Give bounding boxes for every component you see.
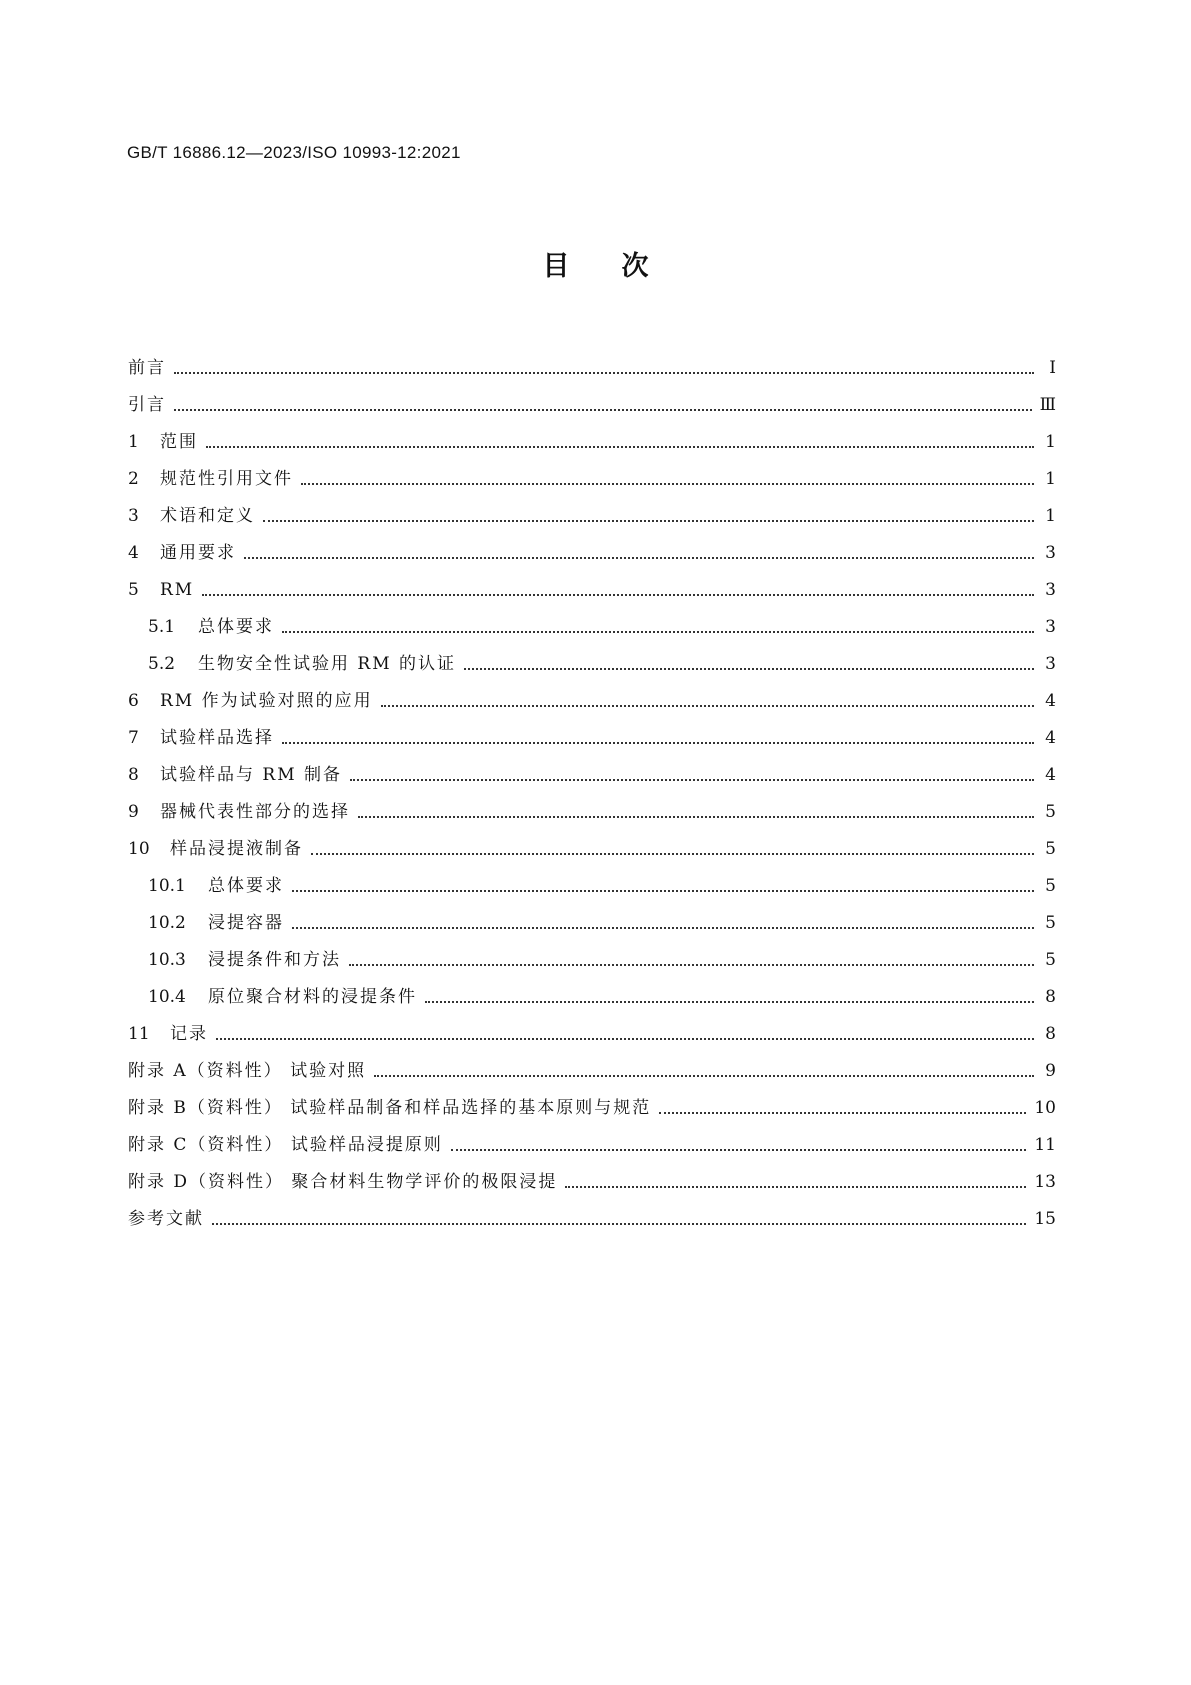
toc-entry-label: 浸提容器	[208, 913, 284, 933]
toc-entry-page: 5	[1045, 839, 1056, 859]
toc-entry-label: RM 作为试验对照的应用	[160, 691, 373, 711]
toc-entry[interactable]	[128, 416, 1056, 453]
leader-dots	[464, 668, 1034, 670]
toc-entry-page: 5	[1045, 802, 1056, 822]
toc-entry-number: 6	[128, 691, 139, 711]
toc-entry-label: 记录	[170, 1024, 208, 1044]
toc-entry[interactable]	[128, 749, 1056, 786]
toc-entry-page: 8	[1045, 1024, 1056, 1044]
toc-entry-number: 5	[128, 580, 139, 600]
leader-dots	[301, 483, 1034, 485]
toc-entry[interactable]	[128, 1045, 1056, 1082]
leader-dots	[381, 705, 1034, 707]
toc-entry-number: 3	[128, 506, 139, 526]
leader-dots	[350, 779, 1034, 781]
toc-entry-label: 术语和定义	[160, 506, 255, 526]
toc-entry-page: 5	[1045, 950, 1056, 970]
toc-entry-label: 附录 B（资料性） 试验样品制备和样品选择的基本原则与规范	[128, 1098, 652, 1118]
toc-entry-page: 5	[1045, 913, 1056, 933]
toc-entry-page: 3	[1045, 654, 1056, 674]
toc-entry-label: 附录 C（资料性） 试验样品浸提原则	[128, 1135, 443, 1155]
toc-entry-page: 4	[1045, 691, 1056, 711]
toc-entry-number: 10.1	[148, 876, 186, 896]
leader-dots	[282, 631, 1034, 633]
toc-entry[interactable]	[128, 860, 1056, 897]
toc-entry-page: 10	[1034, 1098, 1056, 1118]
toc-entry[interactable]	[128, 1082, 1056, 1119]
toc-entry-page: 1	[1045, 469, 1056, 489]
toc-entry-page: 9	[1045, 1061, 1056, 1081]
toc-entry[interactable]	[128, 971, 1056, 1008]
leader-dots	[292, 927, 1034, 929]
toc-entry-label: 引言	[128, 395, 166, 415]
toc-entry-number: 5.2	[148, 654, 176, 674]
toc-entry-label: 范围	[160, 432, 198, 452]
toc-entry[interactable]	[128, 601, 1056, 638]
toc-entry-label: 生物安全性试验用 RM 的认证	[198, 654, 457, 674]
toc-entry-label: 参考文献	[128, 1209, 204, 1229]
leader-dots	[212, 1223, 1026, 1225]
toc-entry[interactable]	[128, 823, 1056, 860]
leader-dots	[358, 816, 1034, 818]
leader-dots	[206, 446, 1034, 448]
toc-entry-number: 1	[128, 432, 139, 452]
leader-dots	[565, 1186, 1026, 1188]
toc-entry-label: 总体要求	[208, 876, 284, 896]
toc-entry-page: 11	[1034, 1135, 1056, 1155]
toc-entry[interactable]	[128, 379, 1056, 416]
toc-entry-label: 前言	[128, 358, 166, 378]
toc-entry-number: 2	[128, 469, 139, 489]
toc-entry[interactable]	[128, 1193, 1056, 1230]
leader-dots	[349, 964, 1034, 966]
toc-entry-page: 3	[1045, 617, 1056, 637]
toc-entry-page: 1	[1045, 506, 1056, 526]
toc-entry-label: 器械代表性部分的选择	[160, 802, 350, 822]
leader-dots	[216, 1038, 1034, 1040]
toc-entry-page: 1	[1045, 432, 1056, 452]
toc-entry-page: 3	[1045, 543, 1056, 563]
toc-entry[interactable]	[128, 786, 1056, 823]
leader-dots	[451, 1149, 1027, 1151]
toc-entry-label: 附录 A（资料性） 试验对照	[128, 1061, 367, 1081]
toc-entry[interactable]	[128, 342, 1056, 379]
toc-entry[interactable]	[128, 490, 1056, 527]
toc-entry-label: 附录 D（资料性） 聚合材料生物学评价的极限浸提	[128, 1172, 558, 1192]
toc-entry-label: 样品浸提液制备	[170, 839, 303, 859]
toc-entry-number: 10.3	[148, 950, 186, 970]
toc-entry-page: 4	[1045, 728, 1056, 748]
toc-entry[interactable]	[128, 638, 1056, 675]
toc-entry-label: 浸提条件和方法	[208, 950, 341, 970]
leader-dots	[311, 853, 1034, 855]
toc-entry-number: 4	[128, 543, 139, 563]
table-of-contents	[128, 342, 1056, 1230]
page-title	[0, 244, 1191, 283]
leader-dots	[174, 372, 1034, 374]
toc-entry-page: Ⅲ	[1039, 395, 1056, 415]
toc-entry[interactable]	[128, 1156, 1056, 1193]
toc-entry-number: 5.1	[148, 617, 176, 637]
leader-dots	[659, 1112, 1026, 1114]
toc-entry-number: 8	[128, 765, 139, 785]
toc-entry-page: Ⅰ	[1049, 358, 1056, 378]
toc-entry[interactable]	[128, 675, 1056, 712]
toc-entry-label: 总体要求	[198, 617, 274, 637]
leader-dots	[244, 557, 1034, 559]
toc-entry-label: 规范性引用文件	[160, 469, 293, 489]
toc-entry-number: 7	[128, 728, 139, 748]
toc-entry-label: RM	[160, 580, 195, 600]
leader-dots	[174, 409, 1032, 411]
toc-entry-page: 15	[1034, 1209, 1056, 1229]
toc-entry[interactable]	[128, 453, 1056, 490]
leader-dots	[263, 520, 1034, 522]
toc-entry[interactable]	[128, 1119, 1056, 1156]
toc-entry[interactable]	[128, 564, 1056, 601]
standard-number: GB/T 16886.12—2023/ISO 10993-12:2021	[127, 143, 461, 162]
toc-entry[interactable]	[128, 712, 1056, 749]
toc-entry-page: 5	[1045, 876, 1056, 896]
toc-entry-label: 试验样品选择	[160, 728, 274, 748]
toc-entry-number: 10	[128, 839, 150, 859]
toc-entry-number: 9	[128, 802, 139, 822]
toc-entry-number: 10.2	[148, 913, 186, 933]
leader-dots	[292, 890, 1034, 892]
toc-entry[interactable]	[128, 897, 1056, 934]
toc-entry-label: 通用要求	[160, 543, 236, 563]
toc-entry[interactable]	[128, 1008, 1056, 1045]
title-char: 目	[542, 251, 570, 282]
toc-entry-label: 试验样品与 RM 制备	[160, 765, 343, 785]
toc-entry[interactable]	[128, 934, 1056, 971]
leader-dots	[282, 742, 1034, 744]
toc-entry-page: 8	[1045, 987, 1056, 1007]
toc-entry-page: 3	[1045, 580, 1056, 600]
title-char: 次	[621, 251, 649, 282]
leader-dots	[425, 1001, 1034, 1003]
toc-entry[interactable]	[128, 527, 1056, 564]
toc-entry-label: 原位聚合材料的浸提条件	[208, 987, 417, 1007]
leader-dots	[202, 594, 1034, 596]
toc-entry-page: 13	[1034, 1172, 1056, 1192]
toc-entry-number: 10.4	[148, 987, 186, 1007]
toc-entry-page: 4	[1045, 765, 1056, 785]
leader-dots	[374, 1075, 1034, 1077]
toc-entry-number: 11	[128, 1024, 150, 1044]
